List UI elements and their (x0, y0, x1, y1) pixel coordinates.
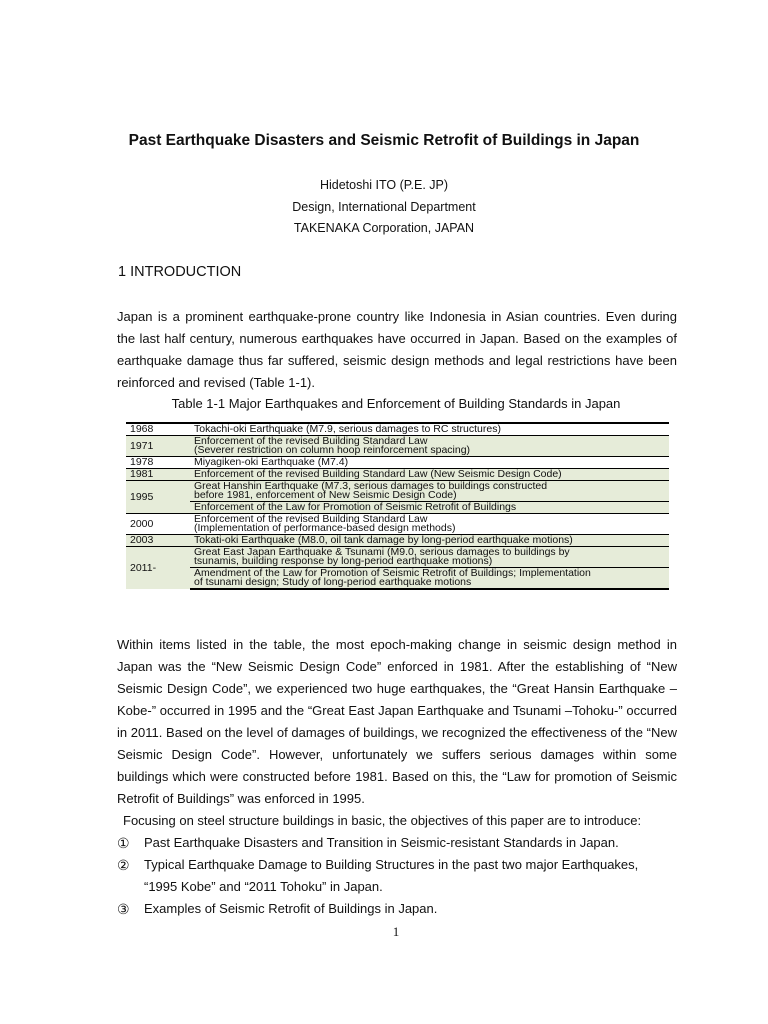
intro-paragraph (117, 306, 677, 394)
author-department: Design, International Department (292, 200, 476, 214)
list-marker: ② (117, 857, 130, 873)
intro-text: Japan is a prominent earthquake-prone country like Indonesia in Asian countries. Even during the last half century, numerous earthquakes have occurred in Japan. Based on the examples of earthquake damage thus far suffered, seismic design methods and legal restrictions have been reinforced and revised (Table 1-1). (117, 309, 677, 390)
table-year: 1995 (126, 481, 190, 514)
table-row (126, 481, 669, 502)
table-event: Enforcement of the revised Building Standard Law (Implementation of performance-based design methods) (190, 514, 669, 535)
table-caption: Table 1-1 Major Earthquakes and Enforcement of Building Standards in Japan (171, 396, 621, 411)
list-text (144, 854, 638, 898)
table-year: 1978 (126, 457, 190, 469)
table-year: 2003 (126, 535, 190, 547)
table-year: 2011- (126, 547, 190, 590)
table-row (126, 568, 669, 590)
list-item (117, 898, 687, 920)
list-marker: ① (117, 835, 130, 851)
paper-title: Past Earthquake Disasters and Seismic Retrofit of Buildings in Japan (128, 132, 640, 149)
list-text-line: “1995 Kobe” and “2011 Tohoku” in Japan. (144, 879, 383, 894)
table-row (126, 469, 669, 481)
table-event: Great Hanshin Earthquake (M7.3, serious damages to buildings constructed before 1981, enforcement of New Seismic Design Code) (190, 481, 669, 502)
table-row (126, 535, 669, 547)
table-year: 1968 (126, 423, 190, 436)
table-event: Enforcement of the revised Building Standard Law (Severer restriction on column hoop reinforcement spacing) (190, 436, 669, 457)
list-text: Examples of Seismic Retrofit of Buildings in Japan. (144, 901, 438, 916)
list-text-line: Typical Earthquake Damage to Building Structures in the past two major Earthquakes, (144, 857, 639, 872)
table-event: Enforcement of the Law for Promotion of Seismic Retrofit of Buildings (190, 502, 669, 514)
table-year: 1981 (126, 469, 190, 481)
table-row (126, 547, 669, 568)
table-row (126, 436, 669, 457)
table-year: 2000 (126, 514, 190, 535)
table-event: Tokachi-oki Earthquake (M7.9, serious damages to RC structures) (190, 423, 669, 436)
table-event: Great East Japan Earthquake & Tsunami (M9.0, serious damages to buildings by tsunamis, building response by long-period earthquake motions) (190, 547, 669, 568)
table-row (126, 514, 669, 535)
body-text: Within items listed in the table, the most epoch-making change in seismic design method in Japan was the “New Seismic Design Code” enforced in 1981. After the establishing of “New Seismic Design Code”, we experienced two huge earthquakes, the “Great Hansin Earthquake –Kobe-” occurred in 1995 and the “Great East Japan Earthquake and Tsunami –Tohoku-” occurred in 2011. Based on the level of damages of buildings, we recognized the effectiveness of the “New Seismic Design Code”. However, unfortunately we suffers serious damages within some buildings which were constructed before 1981. Based on this, the “Law for promotion of Seismic Retrofit of Buildings” was enforced in 1995. (117, 637, 677, 806)
author-company: TAKENAKA Corporation, JAPAN (293, 221, 475, 235)
table-row (126, 423, 669, 436)
table-event: Miyagiken-oki Earthquake (M7.4) (190, 457, 669, 469)
page-number: 1 (392, 924, 400, 939)
list-item (117, 832, 687, 854)
list-item (117, 854, 687, 898)
table-event: Tokati-oki Earthquake (M8.0, oil tank damage by long-period earthquake motions) (190, 535, 669, 547)
body-paragraph (117, 634, 677, 832)
author-name: Hidetoshi ITO (P.E. JP) (319, 178, 449, 192)
table-row (126, 457, 669, 469)
section-heading: 1 INTRODUCTION (118, 264, 242, 280)
objectives-list (117, 832, 687, 920)
table-row (126, 502, 669, 514)
objectives-intro: Focusing on steel structure buildings in basic, the objectives of this paper are to introduce: (123, 813, 642, 828)
earthquake-table (126, 422, 669, 590)
table-event: Enforcement of the revised Building Standard Law (New Seismic Design Code) (190, 469, 669, 481)
list-text: Past Earthquake Disasters and Transition in Seismic-resistant Standards in Japan. (144, 835, 619, 850)
table-event: Amendment of the Law for Promotion of Seismic Retrofit of Buildings; Implementation of tsunami design; Study of long-period earthquake motions (190, 568, 669, 590)
list-marker: ③ (117, 901, 130, 917)
table-year: 1971 (126, 436, 190, 457)
